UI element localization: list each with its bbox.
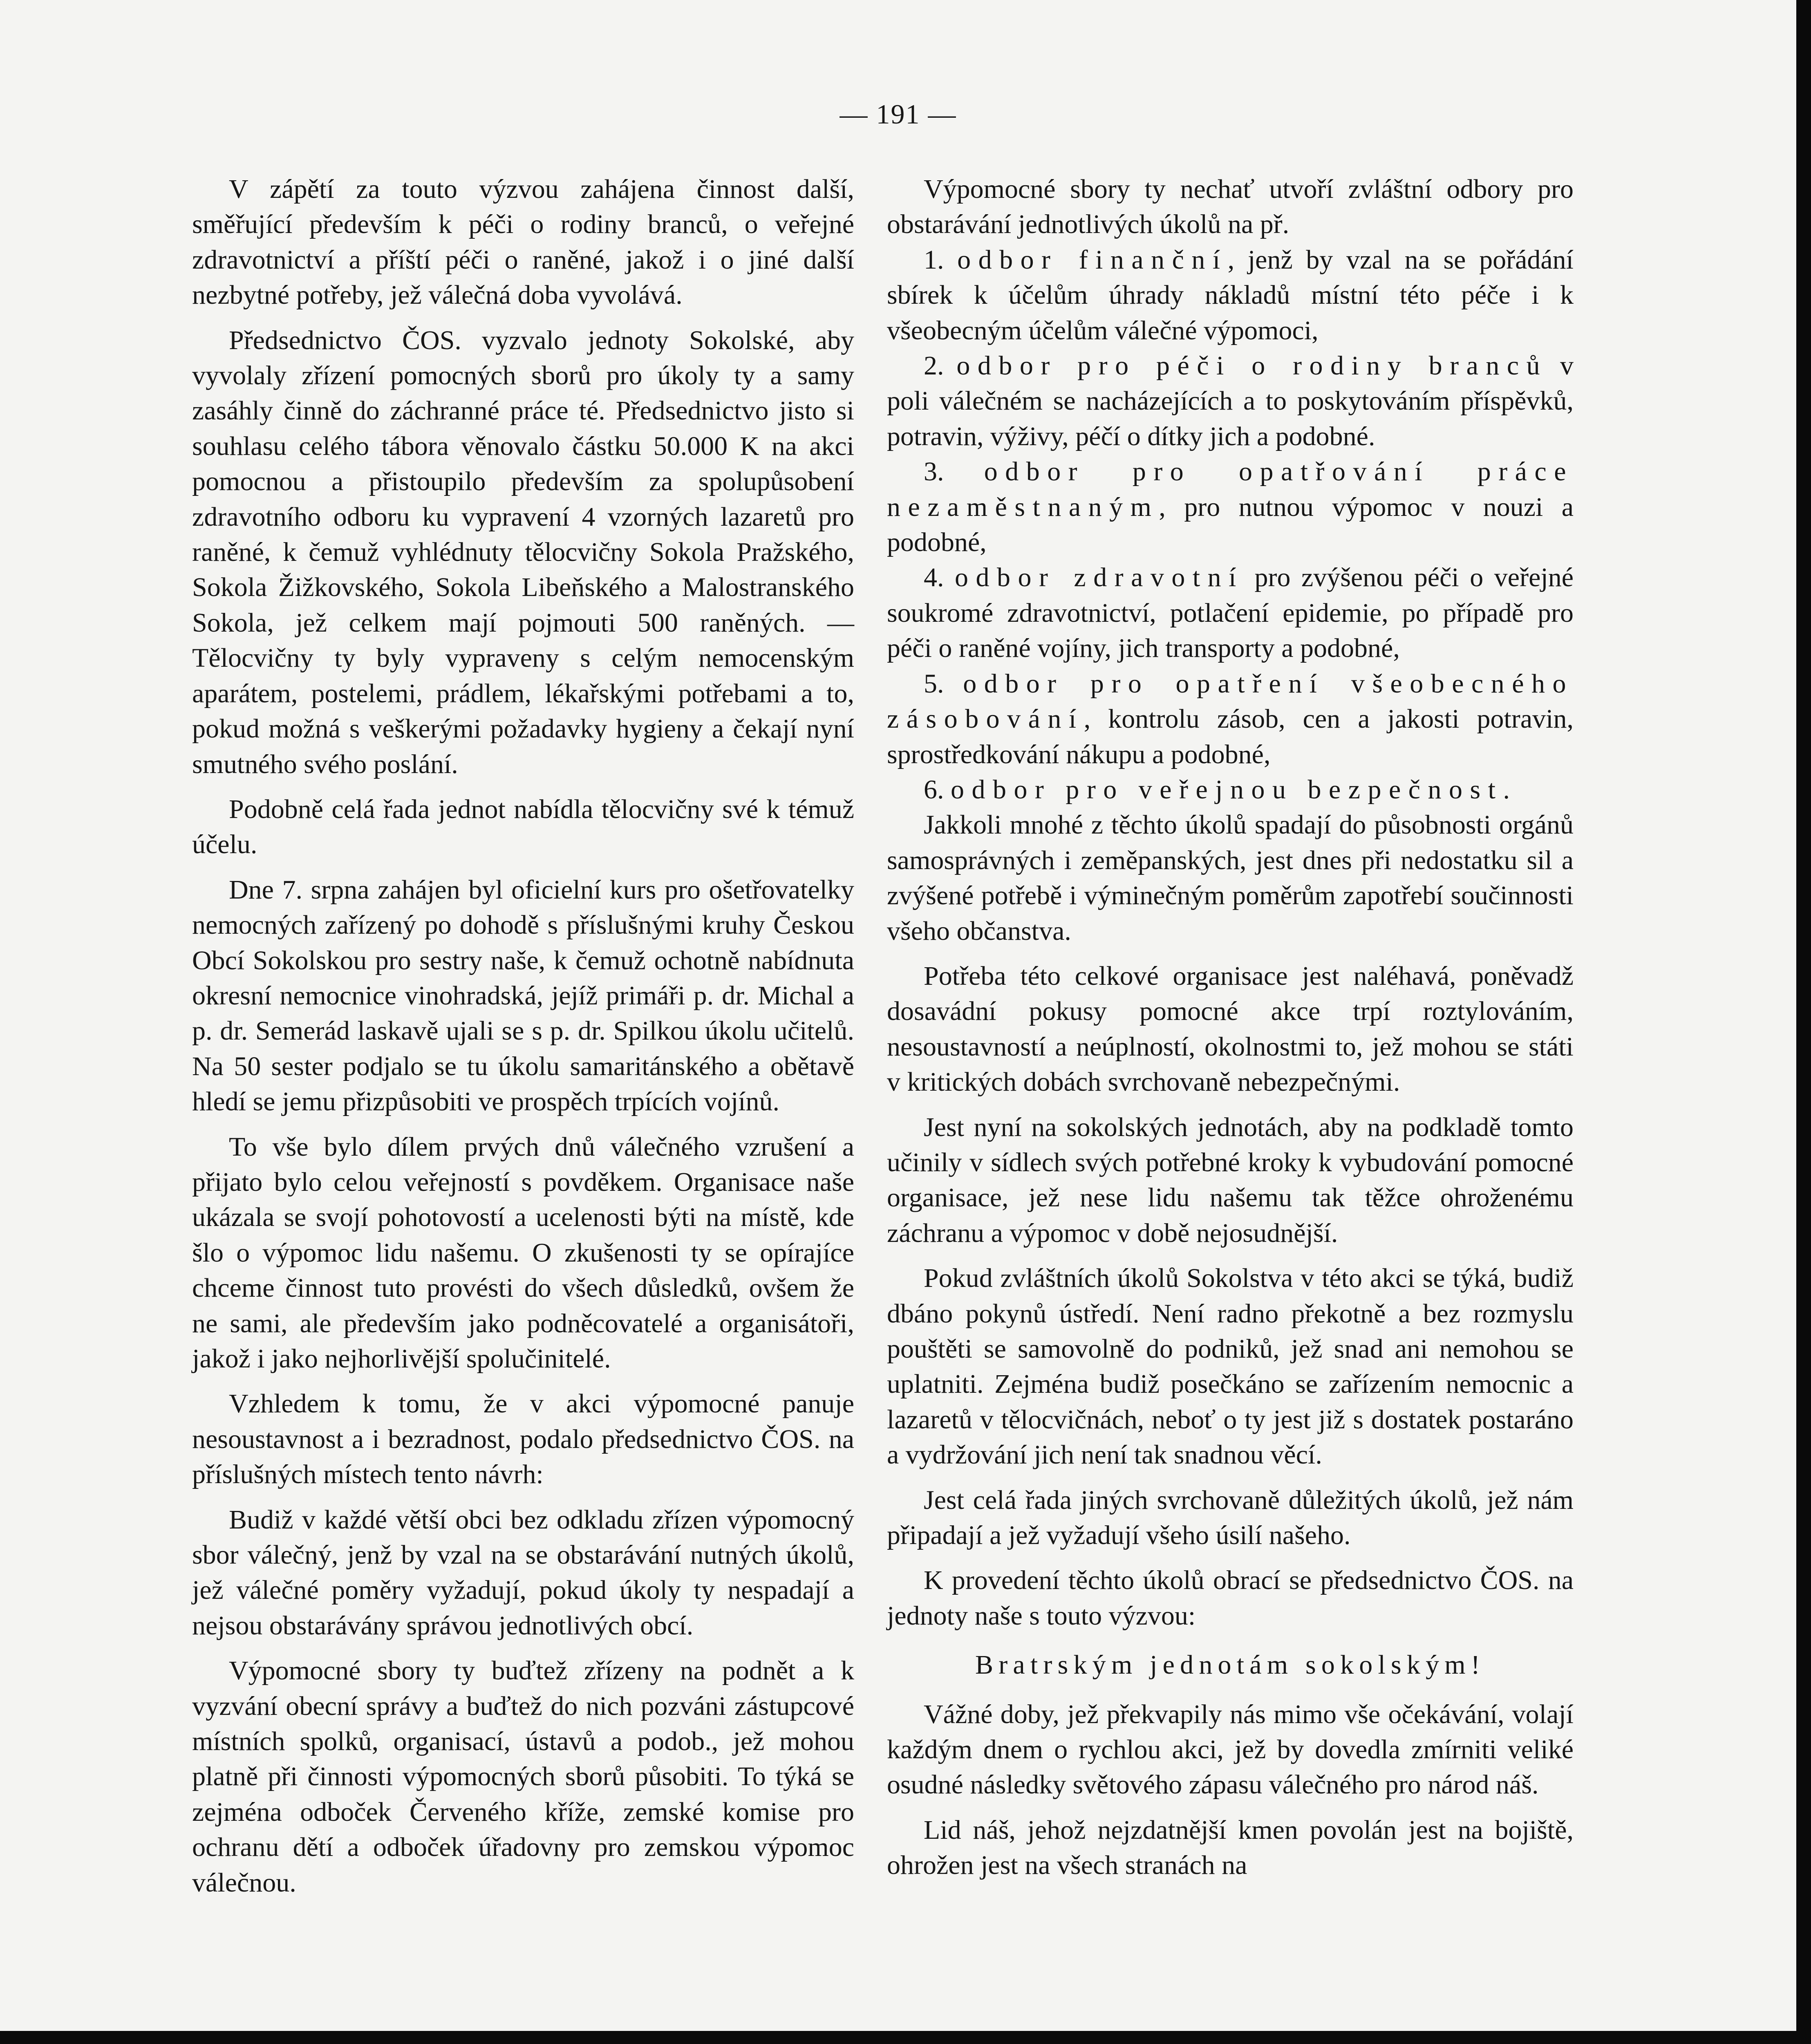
odbor-item	[887, 560, 1574, 666]
paragraph: To vše bylo dílem prvých dnů válečného vzrušení a přijato bylo celou veřejností s povděkem. Organisace naše ukázala se svojí pohotovostí a ucelenosti býti na místě, kde šlo o výpomoc lidu našemu. O zkušenosti ty se opírajíce chceme činnost tuto provésti do všech důsledků, ovšem že ne sami, ale především jako podněcovatelé a organisátoři, jakož i jako nejhorlivější spolučinitelé.	[192, 1132, 854, 1374]
odbor-item	[887, 666, 1574, 772]
odbor-text: , kontrolu zásob, cen a jakosti potravin, sprostředkování nákupu a podobné,	[887, 704, 1574, 769]
paragraph: Pokud zvláštních úkolů Sokolstva v této akci se týká, budiž dbáno pokynů ústředí. Není radno překotně a bez rozmyslu pouštěti se samovolně do podniků, jež snad ani nemohou se uplatniti. Zejména budiž posečkáno se zařízením nemocnic a lazaretů v tělocvičnách, neboť o ty jest již s dostatek postaráno a vydržování jich není tak snadnou věcí.	[887, 1263, 1574, 1470]
odbor-text: pro zvýšenou péči o veřejné soukromé zdravotnictví, potlačení epidemie, po případě pro péči o raněné vojíny, jich transporty a podobné,	[887, 563, 1574, 663]
paragraph: Jest nyní na sokolských jednotách, aby na podkladě tomto učinily v sídlech svých potřebné kroky k vybudování pomocné organisace, jež nese lidu našemu tak těžce ohroženému záchranu a výpomoc v době nejosudnější.	[887, 1112, 1574, 1248]
left-column	[192, 172, 854, 1901]
paragraph: Výpomocné sbory ty nechať utvoří zvláštní odbory pro obstarávání jednotlivých úkolů na př.	[887, 174, 1574, 240]
paragraph: Dne 7. srpna zahájen byl oficielní kurs pro ošetřovatelky nemocných zařízený po dohodě s příslušnými kruhy Českou Obcí Sokolskou pro sestry naše, k čemuž ochotně nabídnuta okresní nemocnice vinohradská, jejíž primáři p. dr. Michal a p. dr. Semerád laskavě ujali se s p. dr. Spilkou úkolu učitelů. Na 50 sester podjalo se tu úkolu samaritánského a obětavě hledí se jemu přizpůsobiti ve prospěch trpících vojínů.	[192, 874, 854, 1117]
paragraph: Budiž v každé větší obci bez odkladu zřízen výpomocný sbor válečný, jenž by vzal na se obstarávání nutných úkolů, jež válečné poměry vyžadují, pokud úkoly ty nespadají a nejsou obstarávány správou jednotlivých obcí.	[192, 1504, 854, 1641]
odbor-number: 6.	[924, 774, 944, 805]
paragraph: Jest celá řada jiných svrchovaně důležitých úkolů, jež nám připadají a jež vyžadují všeho úsilí našeho.	[887, 1485, 1574, 1551]
paragraph: Podobně celá řada jednot nabídla tělocvičny své k témuž účelu.	[192, 794, 854, 860]
odbor-name: odbor pro opatření všeobecného zásobování	[887, 668, 1574, 734]
odbor-text: v poli válečném se nacházejících a to poskytováním příspěvků, potravin, výživy, péčí o dítky jich a podobné.	[887, 351, 1574, 451]
odbor-number: 3.	[924, 457, 944, 487]
odbor-name: odbor pro opatřování práce nezaměstnaným	[887, 457, 1574, 522]
odbor-text: , jenž by vzal na se pořádání sbírek k účelům úhrady nákladů místní této péče i k všeobecným účelům válečné výpomoci,	[887, 244, 1574, 345]
odbor-number: 5.	[924, 668, 944, 699]
odbor-item	[887, 454, 1574, 560]
right-column	[887, 172, 1574, 1883]
odbor-name: odbor pro veřejnou bezpečnost	[951, 774, 1503, 805]
odbor-name: odbor pro péči o rodiny branců	[956, 351, 1548, 381]
paragraph: K provedení těchto úkolů obrací se předsednictvo ČOS. na jednoty naše s touto výzvou:	[887, 1565, 1574, 1631]
odbor-item	[887, 348, 1574, 454]
paragraph: Jakkoli mnohé z těchto úkolů spadají do působnosti orgánů samosprávných i zeměpanských, jest dnes při nedostatku sil a zvýšené potřebě i výminečným poměrům zapotřebí součinnosti všeho občanstva.	[887, 810, 1574, 946]
paragraph: Výpomocné sbory ty buďtež zřízeny na podnět a k vyzvání obecní správy a buďtež do nich pozváni zástupcové místních spolků, organisací, ústavů a podob., jež mohou platně při činnosti výpomocných sborů působiti. To týká se zejména odboček Červeného kříže, zemské komise pro ochranu dětí a odboček úřadovny pro zemskou výpomoc válečnou.	[192, 1656, 854, 1898]
paragraph: Vzhledem k tomu, že v akci výpomocné panuje nesoustavnost a i bezradnost, podalo předsednictvo ČOS. na příslušných místech tento návrh:	[192, 1389, 854, 1490]
paragraph: Vážné doby, jež překvapily nás mimo vše očekávání, volají každým dnem o rychlou akci, jež by dovedla zmírniti veliké osudné následky světového zápasu válečného pro národ náš.	[887, 1699, 1574, 1800]
appeal-heading: Bratrským jednotám sokolským!	[975, 1650, 1486, 1680]
odbor-name: odbor zdravotní	[955, 563, 1244, 593]
scan-edge-bottom	[0, 2031, 1811, 2044]
odbor-number: 1.	[924, 244, 944, 275]
odbor-item	[887, 242, 1574, 348]
odbor-item	[887, 772, 1574, 807]
scan-edge-right	[1796, 0, 1811, 2044]
odbor-number: 2.	[924, 351, 944, 381]
page-number: — 191 —	[839, 99, 957, 130]
odbor-number: 4.	[924, 563, 944, 593]
paragraph: Předsednictvo ČOS. vyzvalo jednoty Sokolské, aby vyvolaly zřízení pomocných sborů pro úkoly ty a samy zasáhly činně do záchranné práce té. Předsednictvo jisto si souhlasu celého tábora věnovalo částku 50.000 K na akci pomocnou a přistoupilo především za spolupůsobení zdravotního odboru ku vypravení 4 vzorných lazaretů pro raněné, k čemuž vyhlédnuty tělocvičny Sokola Pražského, Sokola Žižkovského, Sokola Libeňského a Malostranského Sokola, jež celkem mají pojmouti 500 raněných. — Tělocvičny ty byly vypraveny s celým nemocenským aparátem, postelemi, prádlem, lékařskými potřebami a to, pokud možná s veškerými požadavky hygieny a čekají nyní smutného svého poslání.	[192, 325, 854, 779]
paragraph: V zápětí za touto výzvou zahájena činnost další, směřující především k péči o rodiny branců, o veřejné zdravotnictví a příští péči o raněné, jakož i o jiné další nezbytné potřeby, jež válečná doba vyvolává.	[192, 174, 854, 310]
paragraph: Lid náš, jehož nejzdatnější kmen povolán jest na bojiště, ohrožen jest na všech stranách na	[887, 1815, 1574, 1880]
odbor-text: , pro nutnou výpomoc v nouzi a podobné,	[887, 492, 1574, 558]
paragraph: Potřeba této celkové organisace jest naléhavá, poněvadž dosavádní pokusy pomocné akce trpí roztylováním, nesoustavností a neúplností, okolnostmi to, jež mohou se státi v kritických dobách svrchovaně nebezpečnými.	[887, 961, 1574, 1097]
odbor-name: odbor finanční	[957, 244, 1228, 275]
odbor-text: .	[1503, 774, 1510, 805]
